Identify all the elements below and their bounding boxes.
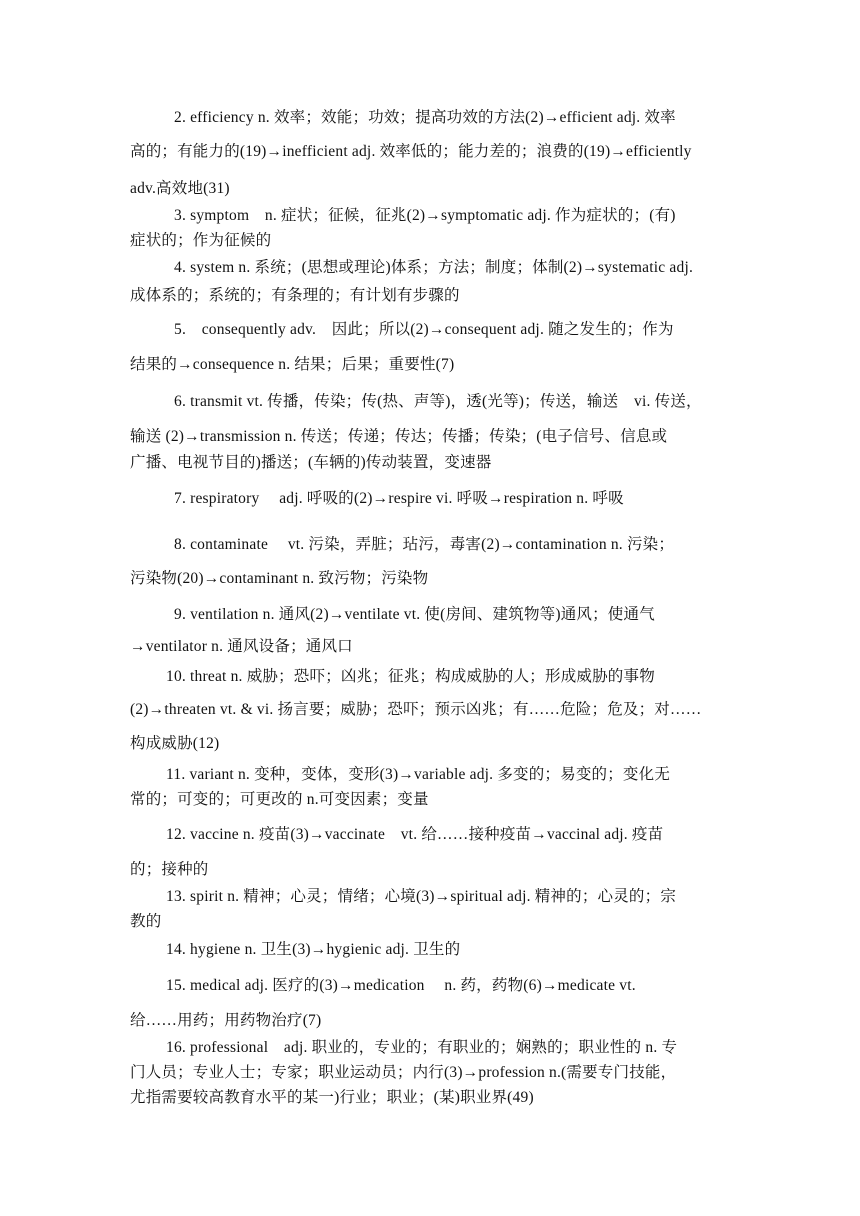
entry-continuation-line: 的；接种的 [130, 861, 209, 878]
entry-continuation-line: →ventilator n. 通风设备；通风口 [130, 638, 353, 655]
entry-continuation-line: 门人员；专业人士；专家；职业运动员；内行(3)→profession n.(需要专门技能， [130, 1064, 677, 1081]
entry-continuation-line: 成体系的；系统的；有条理的；有计划有步骤的 [130, 287, 460, 304]
entry-headword-line: 10. threat n. 威胁；恐吓；凶兆；征兆；构成威胁的人；形成威胁的事物 [166, 668, 655, 685]
entry-headword-line: 2. efficiency n. 效率；效能；功效；提高功效的方法(2)→efficient adj. 效率 [174, 109, 676, 126]
entry-continuation-line: 构成威胁(12) [130, 735, 220, 752]
entry-headword-line: 3. symptom n. 症状；征候，征兆(2)→symptomatic adj. 作为症状的；(有) [174, 207, 676, 224]
entry-headword-line: 7. respiratory adj. 呼吸的(2)→respire vi. 呼吸→respiration n. 呼吸 [174, 490, 624, 507]
entry-continuation-line: 结果的→consequence n. 结果；后果；重要性(7) [130, 356, 455, 373]
entry-headword-line: 11. variant n. 变种，变体，变形(3)→variable adj. 多变的；易变的；变化无 [166, 766, 671, 783]
entry-continuation-line: 症状的；作为征候的 [130, 232, 272, 249]
entry-continuation-line: 输送 (2)→transmission n. 传送；传递；传达；传播；传染；(电子信号、信息或 [130, 428, 668, 445]
entry-continuation-line: adv.高效地(31) [130, 180, 230, 197]
entry-headword-line: 16. professional adj. 职业的，专业的；有职业的；娴熟的；职业性的 n. 专 [166, 1039, 678, 1056]
entry-continuation-line: (2)→threaten vt. & vi. 扬言要；威胁；恐吓；预示凶兆；有……危险；危及；对…… [130, 701, 702, 718]
entry-continuation-line: 教的 [130, 913, 162, 930]
entry-headword-line: 15. medical adj. 医疗的(3)→medication n. 药，药物(6)→medicate vt. [166, 977, 636, 994]
entry-headword-line: 4. system n. 系统；(思想或理论)体系；方法；制度；体制(2)→systematic adj. [174, 259, 694, 276]
entry-continuation-line: 广播、电视节目的)播送；(车辆的)传动装置，变速器 [130, 454, 492, 471]
entry-continuation-line: 尤指需要较高教育水平的某一)行业；职业；(某)职业界(49) [130, 1089, 534, 1106]
entry-headword-line: 14. hygiene n. 卫生(3)→hygienic adj. 卫生的 [166, 941, 461, 958]
entry-headword-line: 12. vaccine n. 疫苗(3)→vaccinate vt. 给……接种疫苗→vaccinal adj. 疫苗 [166, 826, 664, 843]
entry-headword-line: 13. spirit n. 精神；心灵；情绪；心境(3)→spiritual adj. 精神的；心灵的；宗 [166, 888, 677, 905]
entry-continuation-line: 污染物(20)→contaminant n. 致污物；污染物 [130, 570, 429, 587]
entry-continuation-line: 给……用药；用药物治疗(7) [130, 1012, 322, 1029]
entry-headword-line: 6. transmit vt. 传播，传染；传(热、声等)，透(光等)；传送，输送 vi. 传送， [174, 393, 702, 410]
entry-headword-line: 9. ventilation n. 通风(2)→ventilate vt. 使(房间、建筑物等)通风；使通气 [174, 606, 655, 623]
entry-headword-line: 5. consequently adv. 因此；所以(2)→consequent adj. 随之发生的；作为 [174, 321, 674, 338]
entry-headword-line: 8. contaminate vt. 污染，弄脏；玷污，毒害(2)→contamination n. 污染； [174, 536, 675, 553]
entry-continuation-line: 高的；有能力的(19)→inefficient adj. 效率低的；能力差的；浪费的(19)→efficiently [130, 143, 692, 160]
entry-continuation-line: 常的；可变的；可更改的 n.可变因素；变量 [130, 791, 429, 808]
